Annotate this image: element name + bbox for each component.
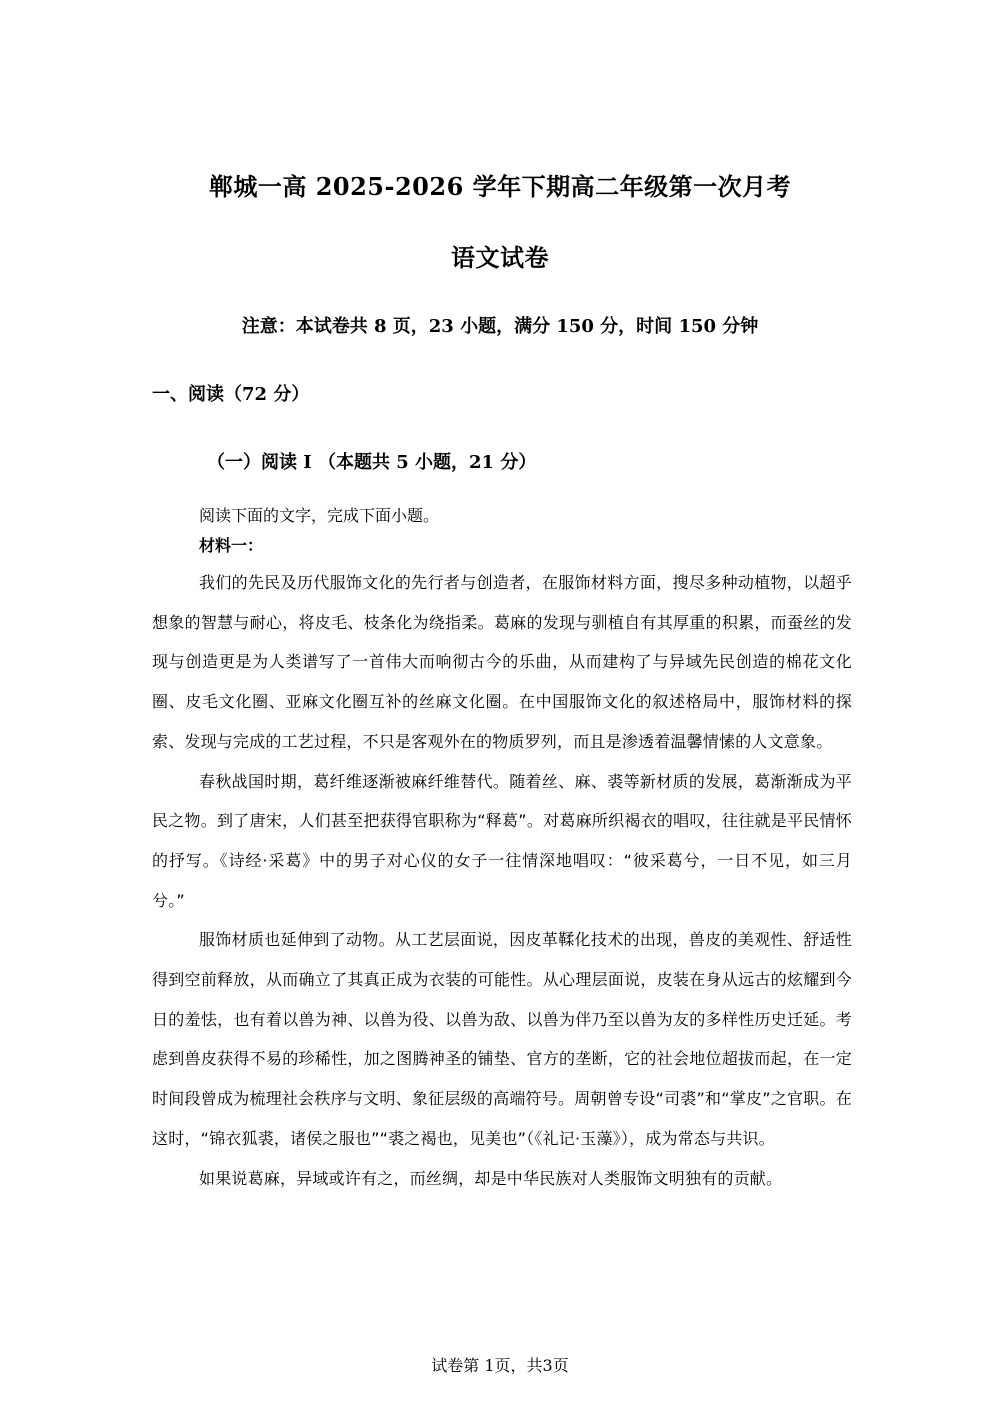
reading-material <box>152 503 852 1198</box>
material-paragraph-3: 服饰材质也延伸到了动物。从工艺层面说，因皮革鞣化技术的出现，兽皮的美观性、舒适性得到空前释放，从而确立了其真正成为衣装的可能性。从心理层面说，皮装在身从远古的炫耀到今日的羞怯，也有着以兽为神、以兽为役、以兽为敌、以兽为伴乃至以兽为友的多样性历史迁延。考虑到兽皮获得不易的珍稀性，加之图腾神圣的铺垫、官方的垄断，它的社会地位超拔而起，在一定时间段曾成为梳理社会秩序与文明、象征层级的高端符号。周朝曾专设“司裘”和“掌皮”之官职。在这时，“锦衣狐裘，诸侯之服也”“裘之褐也，见美也”（《礼记·玉藻》），成为常态与共识。 <box>152 930 852 1148</box>
material-paragraph-1: 我们的先民及历代服饰文化的先行者与创造者，在服饰材料方面，搜尽多种动植物，以超乎想象的智慧与耐心，将皮毛、枝条化为绕指柔。葛麻的发现与驯植自有其厚重的积累，而蚕丝的发现与创造更是为人类谱写了一首伟大而响彻古今的乐曲，从而建构了与异域先民创造的棉花文化圈、皮毛文化圈、亚麻文化圈互补的丝麻文化圈。在中国服饰文化的叙述格局中，服饰材料的探索、发现与完成的工艺过程，不只是客观外在的物质罗列，而且是渗透着温馨情愫的人文意象。 <box>152 573 852 751</box>
exam-subtitle: 语文试卷 <box>451 243 549 272</box>
exam-notice: 注意：本试卷共 8 页，23 小题，满分 150 分，时间 150 分钟 <box>241 316 759 337</box>
material-paragraph-2: 春秋战国时期，葛纤维逐渐被麻纤维替代。随着丝、麻、裘等新材质的发展，葛渐渐成为平民之物。到了唐宋，人们甚至把获得官职称为“释葛”。对葛麻所织褐衣的唱叹，往往就是平民情怀的抒写。《诗经·采葛》中的男子对心仪的女子一往情深地唱叹：“彼采葛兮，一日不见，如三月兮。” <box>152 771 852 910</box>
reading-instruction: 阅读下面的文字，完成下面小题。 <box>199 506 440 525</box>
subsection-heading: （一）阅读 I （本题共 5 小题，21 分） <box>207 452 537 473</box>
section-heading: 一、阅读（72 分） <box>152 384 310 405</box>
exam-title: 郸城一高 2025-2026 学年下期高二年级第一次月考 <box>208 172 792 201</box>
page-footer: 试卷第 1页，共3页 <box>431 1356 569 1375</box>
material-paragraph-4: 如果说葛麻，异域或许有之，而丝绸，却是中华民族对人类服饰文明独有的贡献。 <box>199 1168 783 1188</box>
material-label: 材料一： <box>199 536 264 555</box>
